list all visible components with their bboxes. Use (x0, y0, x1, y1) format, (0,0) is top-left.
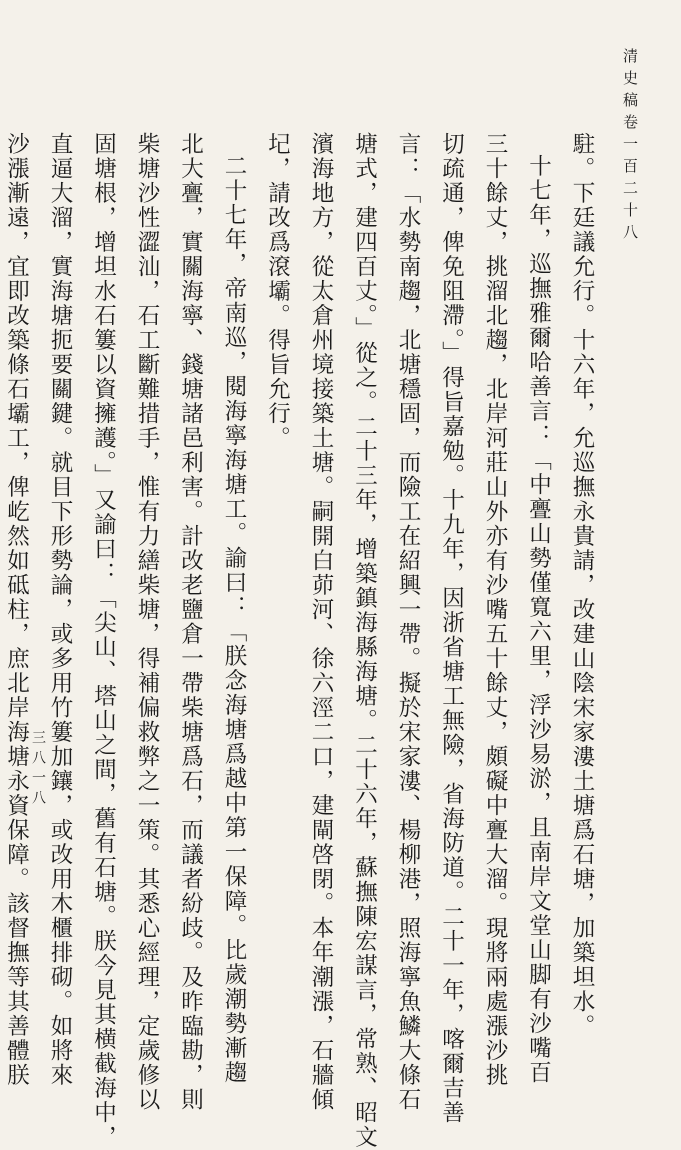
text-column: 塘式，建四百丈。」從之。二十三年，增築鎮海縣海塘。二十六年，蘇撫陳宏謀言，常熟、昭文 (351, 132, 378, 1150)
text-column: 言：「水勢南趨，北塘穩固，而險工在紹興一帶。擬於宋家漊、楊柳港，照海寧魚鱗大條石 (395, 132, 421, 1112)
text-column: 圮，請改爲滾壩。得旨允行。 (264, 132, 291, 451)
text-column: 二十七年，帝南巡，閱海寧海塘工。諭曰：「朕念海塘爲越中第一保障。比歲潮勢漸趨 (221, 154, 247, 1085)
running-head: 清史稿卷一百二十八 (621, 48, 639, 246)
text-column: 切疏通，俾免阻滯。」得旨嘉勉。十九年，因浙省塘工無險，省海防道。二十一年，喀爾吉善 (438, 132, 465, 1126)
text-column: 北大亹，實關海寧、錢塘諸邑利害。計改老鹽倉一帶柴塘爲石，而議者紛歧。及昨臨勘，則 (177, 132, 204, 1112)
page-number: 三八一八 (30, 730, 46, 810)
text-column: 直逼大溜，實海塘扼要關鍵。就目下形勢論，或多用竹簍加鑲，或改用木櫃排砌。如將來 (47, 132, 73, 1088)
text-column: 固塘根，增坦水石簍以資擁護。」又諭曰：「尖山、塔山之間，舊有石塘。朕今見其横截海中， (90, 132, 117, 1150)
text-column: 沙漲漸遠，宜即改築條石壩工，俾屹然如砥柱，庶北岸海塘永資保障。該督撫等其善體朕 (3, 132, 30, 1088)
text-column: 十七年，巡撫雅爾哈善言：「中亹山勢僅寬六里，浮沙易淤，且南岸文堂山脚有沙嘴百 (525, 154, 552, 1085)
text-column: 駐。下廷議允行。十六年，允巡撫永貴請，改建山陰宋家漊土塘爲石塘，加築坦水。 (569, 132, 595, 1039)
text-column: 三十餘丈，挑溜北趨，北岸河莊山外亦有沙嘴五十餘丈，頗礙中亹大溜。現將兩處漲沙挑 (482, 132, 508, 1088)
text-column: 柴塘沙性澀汕，石工斷難措手，惟有力繕柴塘，得補偏救弊之一策。其悉心經理，定歲修以 (134, 132, 160, 1112)
text-column: 濱海地方，從太倉州境接築土塘。嗣開白茆河、徐六涇二口，建閘啓閉。本年潮漲，石牆傾 (308, 132, 334, 1112)
